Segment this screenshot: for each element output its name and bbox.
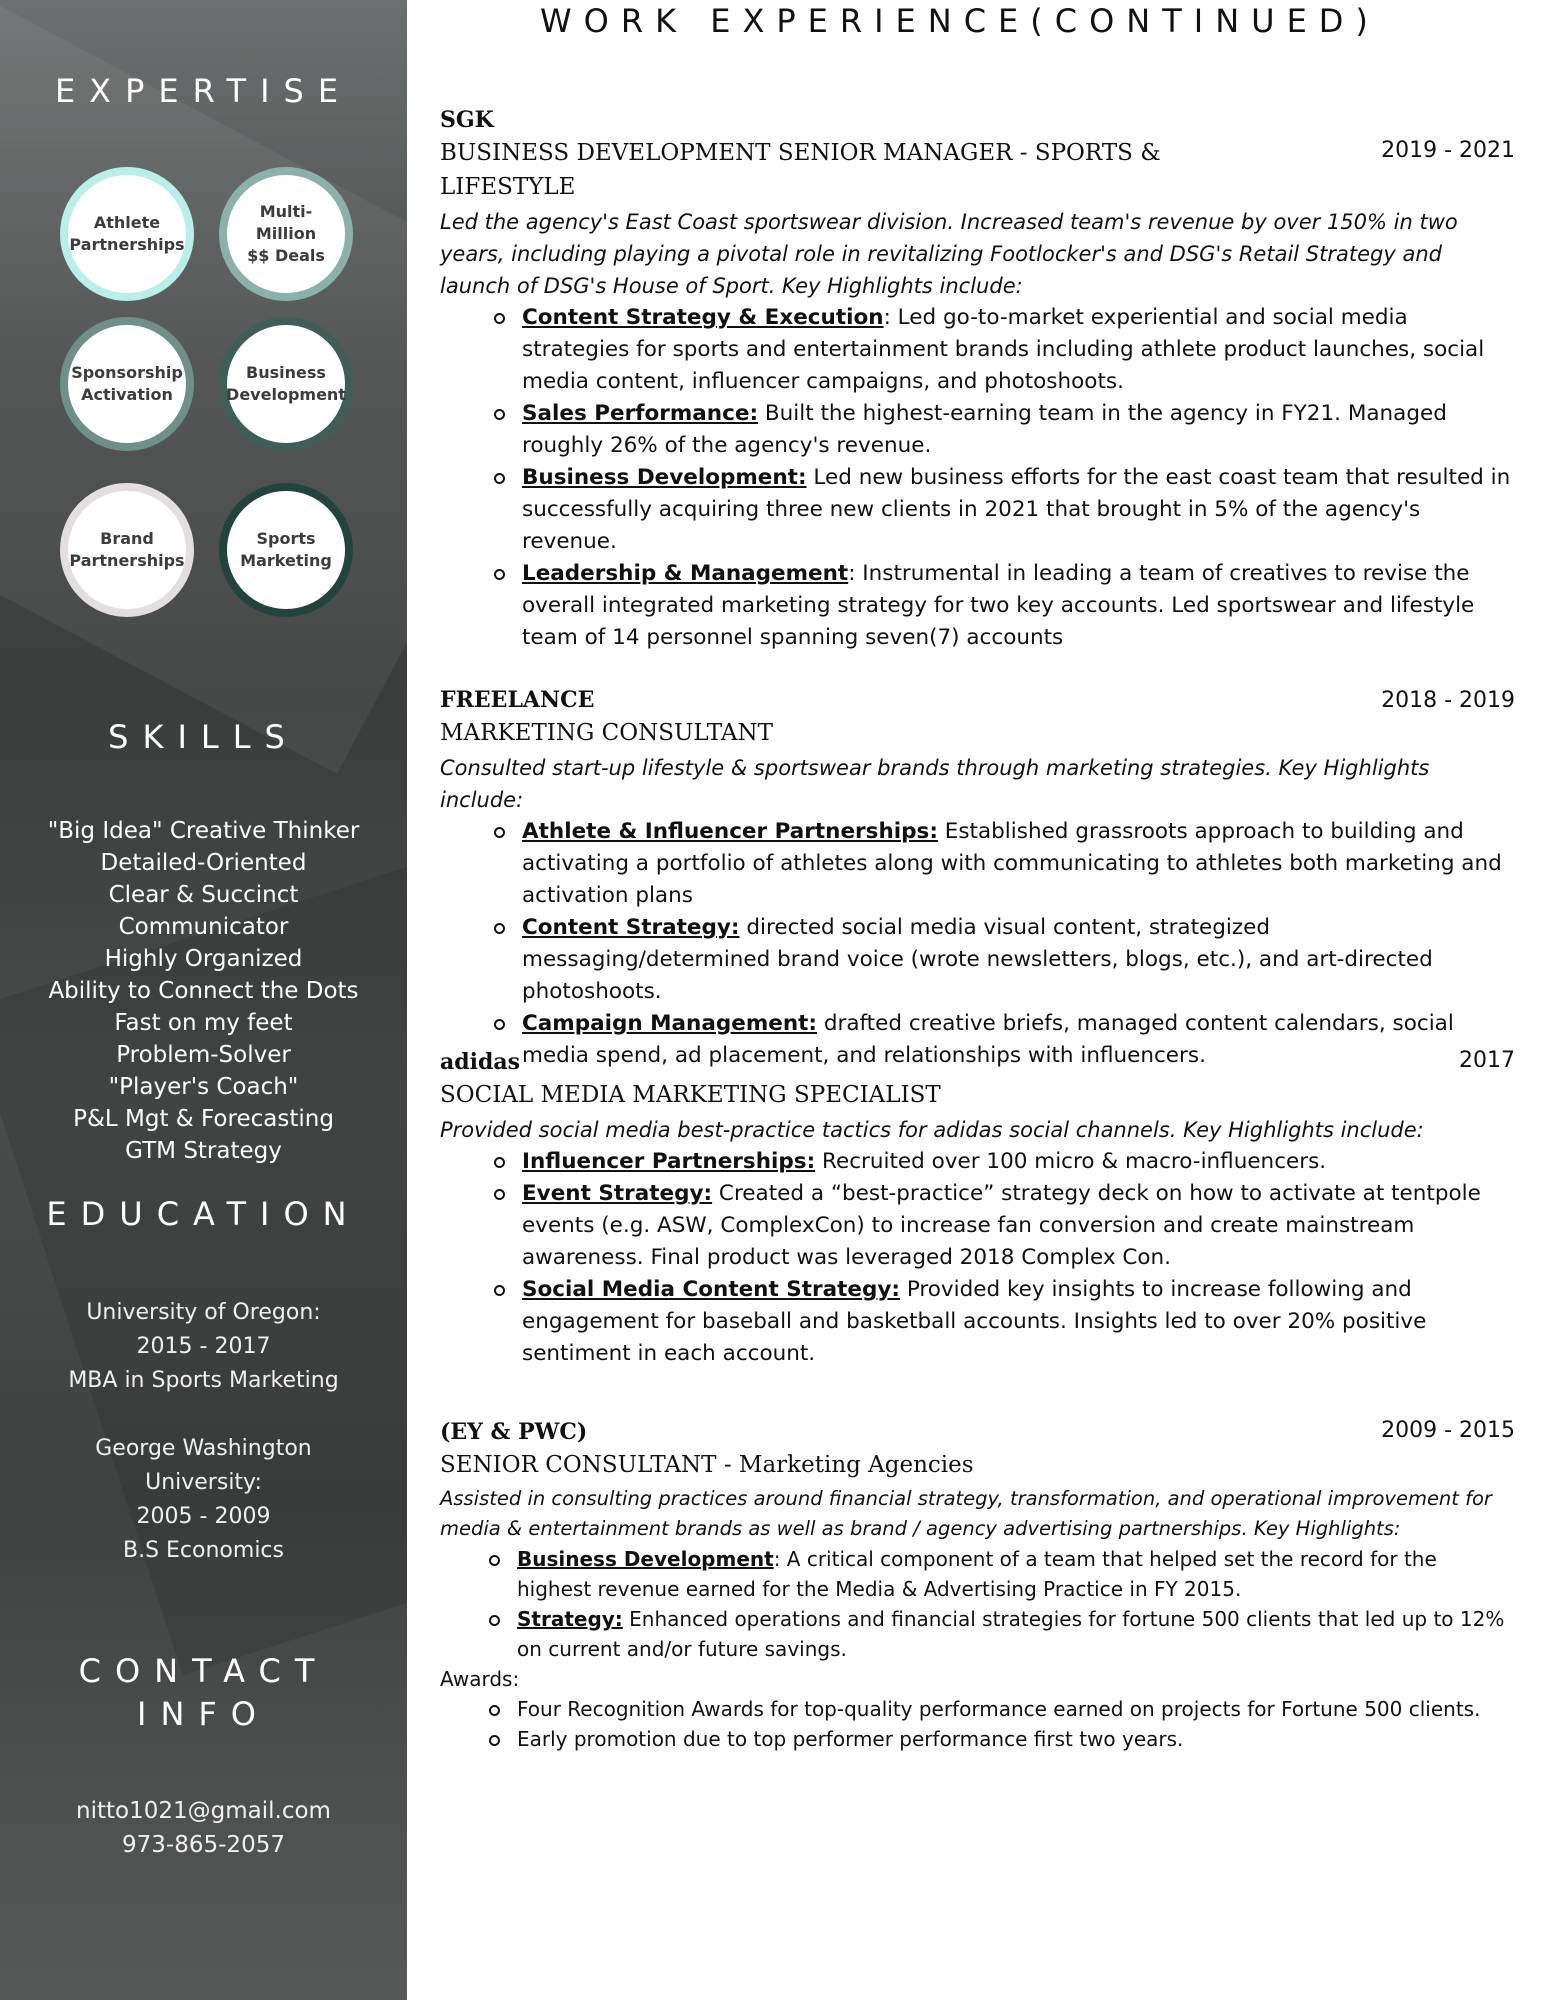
skills-list: [0, 815, 407, 1167]
expertise-badge: [60, 483, 194, 617]
education-line: George Washington: [95, 1436, 312, 1461]
education-line: 2005 - 2009: [136, 1504, 271, 1529]
job-entry: [440, 1046, 1515, 1370]
highlight-text: : Led go-to-market experiential and social media strategies for sports and entertainment brands including athlete product launches, social media content, influencer campaigns, and photoshoots.: [522, 305, 1485, 394]
highlight-label: Strategy:: [517, 1607, 623, 1631]
job-title: BUSINESS DEVELOPMENT SENIOR MANAGER - SPORTS & LIFESTYLE: [440, 140, 1161, 200]
list-item: [522, 1274, 1515, 1370]
expertise-badge-label: Multi- Million $$ Deals: [247, 202, 325, 265]
highlights-list: [440, 1544, 1515, 1664]
highlight-text: : Instrumental in leading a team of creatives to revise the overall integrated marketing strategy for two key accounts. Led sportswear and lifestyle team of 14 personnel spanning seven(7) accounts: [522, 561, 1475, 650]
company-name: (EY & PWC): [440, 1419, 588, 1445]
highlight-label: Content Strategy:: [522, 915, 740, 940]
highlight-label: Campaign Management:: [522, 1011, 817, 1036]
list-item: [522, 302, 1515, 398]
sidebar: [0, 0, 407, 2000]
education-line: B.S Economics: [122, 1538, 284, 1563]
highlight-text: Recruited over 100 micro & macro-influencers.: [815, 1149, 1327, 1174]
skill-item: Detailed-Oriented: [100, 850, 307, 876]
skill-item: Problem-Solver: [116, 1042, 291, 1068]
highlights-list: [440, 302, 1515, 654]
highlights-list: [440, 816, 1515, 1072]
expertise-badge: [60, 167, 194, 301]
skill-item: Ability to Connect the Dots: [48, 978, 359, 1004]
list-item: [517, 1544, 1515, 1604]
highlight-text: Built the highest-earning team in the agency in FY21. Managed roughly 26% of the agency's revenue.: [522, 401, 1447, 458]
list-item: [522, 398, 1515, 462]
highlight-label: Event Strategy:: [522, 1181, 713, 1206]
skill-item: P&L Mgt & Forecasting: [73, 1106, 334, 1132]
expertise-heading: EXPERTISE: [54, 72, 353, 110]
awards-list: [440, 1694, 1515, 1754]
skill-item: "Big Idea" Creative Thinker: [47, 818, 360, 844]
job-dates: 2018 - 2019: [1381, 688, 1515, 713]
job-summary: Assisted in consulting practices around financial strategy, transformation, and operational improvement for media & entertainment brands as well as brand / agency advertising partnerships. Key Highlights:: [440, 1487, 1492, 1540]
highlight-label: Leadership & Management: [522, 561, 849, 586]
skill-item: Clear & Succinct: [108, 882, 299, 908]
list-item: [522, 1178, 1515, 1274]
page-title: WORK EXPERIENCE(CONTINUED): [540, 2, 1380, 40]
job-entry: [440, 684, 1515, 1072]
education-entry: [0, 1432, 407, 1568]
company-name: adidas: [440, 1049, 521, 1075]
list-item: Early promotion due to top performer performance first two years.: [517, 1724, 1515, 1754]
expertise-badge: [219, 317, 353, 451]
education-entry: [0, 1296, 407, 1398]
education-line: University of Oregon:: [86, 1300, 321, 1325]
list-item: [522, 816, 1515, 912]
skill-item: GTM Strategy: [125, 1138, 282, 1164]
skill-item: Fast on my feet: [114, 1010, 293, 1036]
skills-heading: SKILLS: [108, 718, 299, 756]
job-title: SOCIAL MEDIA MARKETING SPECIALIST: [440, 1082, 941, 1108]
expertise-badge-label: Athlete Partnerships: [69, 213, 185, 254]
highlight-text: Led new business efforts for the east coast team that resulted in successfully acquiring three new clients in 2021 that brought in 5% of the agency's revenue.: [522, 465, 1511, 554]
phone-number: 973-865-2057: [122, 1832, 285, 1858]
list-item: [522, 558, 1515, 654]
job-summary: Provided social media best-practice tactics for adidas social channels. Key Highlights include:: [440, 1118, 1424, 1142]
job-title: SENIOR CONSULTANT - Marketing Agencies: [440, 1452, 974, 1478]
expertise-badge: [219, 483, 353, 617]
job-dates: 2009 - 2015: [1381, 1418, 1515, 1443]
job-entry: [440, 1416, 1515, 1754]
expertise-badge-label: Sports Marketing: [240, 529, 332, 570]
list-item: [522, 1146, 1515, 1178]
awards-label: Awards:: [440, 1667, 520, 1691]
job-entry: [440, 104, 1515, 654]
email-link[interactable]: nitto1021@gmail.com: [76, 1798, 331, 1824]
highlight-label: Sales Performance:: [522, 401, 759, 426]
highlight-label: Content Strategy & Execution: [522, 305, 884, 330]
expertise-badge: [60, 317, 194, 451]
company-name: FREELANCE: [440, 687, 595, 713]
highlight-text: drafted creative briefs, managed content calendars, social media spend, ad placement, and relationships with influencers.: [522, 1011, 1454, 1068]
list-item: [522, 462, 1515, 558]
skill-item: Communicator: [118, 914, 289, 940]
highlight-text: Provided key insights to increase following and engagement for baseball and basketball accounts. Insights led to over 20% positive sentiment in each account.: [522, 1277, 1427, 1366]
expertise-badge: [219, 167, 353, 301]
highlights-list: [440, 1146, 1515, 1370]
education-line: MBA in Sports Marketing: [68, 1368, 339, 1393]
job-title: MARKETING CONSULTANT: [440, 720, 773, 746]
skill-item: "Player's Coach": [108, 1074, 299, 1100]
highlight-text: directed social media visual content, strategized messaging/determined brand voice (wrote newsletters, blogs, etc.), and art-directed photoshoots.: [522, 915, 1433, 1004]
contact-heading: INFO: [137, 1695, 270, 1733]
job-dates: 2019 - 2021: [1381, 138, 1515, 163]
company-name: SGK: [440, 107, 494, 133]
contact-heading: CONTACT: [78, 1652, 329, 1690]
education-line: University:: [145, 1470, 262, 1495]
expertise-badge-label: Brand Partnerships: [69, 529, 185, 570]
education-line: 2015 - 2017: [136, 1334, 271, 1359]
highlight-label: Business Development: [517, 1547, 774, 1571]
job-dates: 2017: [1459, 1048, 1515, 1073]
list-item: Four Recognition Awards for top-quality performance earned on projects for Fortune 500 clients.: [517, 1694, 1515, 1724]
expertise-badge-label: Sponsorship Activation: [71, 363, 183, 404]
highlight-label: Business Development:: [522, 465, 807, 490]
job-summary: Led the agency's East Coast sportswear division. Increased team's revenue by over 150% in two years, including playing a pivotal role in revitalizing Footlocker's and DSG's Retail Strategy and launch of DSG's House of Sport. Key Highlights include:: [440, 210, 1458, 298]
highlight-text: Enhanced operations and financial strategies for fortune 500 clients that led up to 12% on current and/or future savings.: [517, 1607, 1505, 1661]
expertise-badge-label: Business Development: [226, 363, 346, 404]
education-heading: EDUCATION: [46, 1195, 361, 1233]
list-item: [522, 912, 1515, 1008]
highlight-label: Athlete & Influencer Partnerships:: [522, 819, 938, 844]
highlight-text: : A critical component of a team that helped set the record for the highest revenue earned for the Media & Advertising Practice in FY 2015.: [517, 1547, 1437, 1601]
list-item: [517, 1604, 1515, 1664]
highlight-label: Influencer Partnerships:: [522, 1149, 816, 1174]
highlight-text: Created a “best-practice” strategy deck on how to activate at tentpole events (e.g. ASW, ComplexCon) to increase fan conversion and create mainstream awareness. Final product was leveraged 2018 Complex Con.: [522, 1181, 1481, 1270]
highlight-text: Established grassroots approach to building and activating a portfolio of athletes along with communicating to athletes both marketing and activation plans: [522, 819, 1502, 908]
skill-item: Highly Organized: [104, 946, 303, 972]
highlight-label: Social Media Content Strategy:: [522, 1277, 900, 1302]
job-summary: Consulted start-up lifestyle & sportswear brands through marketing strategies. Key Highlights include:: [440, 756, 1430, 812]
contact-info: [0, 1794, 407, 1862]
